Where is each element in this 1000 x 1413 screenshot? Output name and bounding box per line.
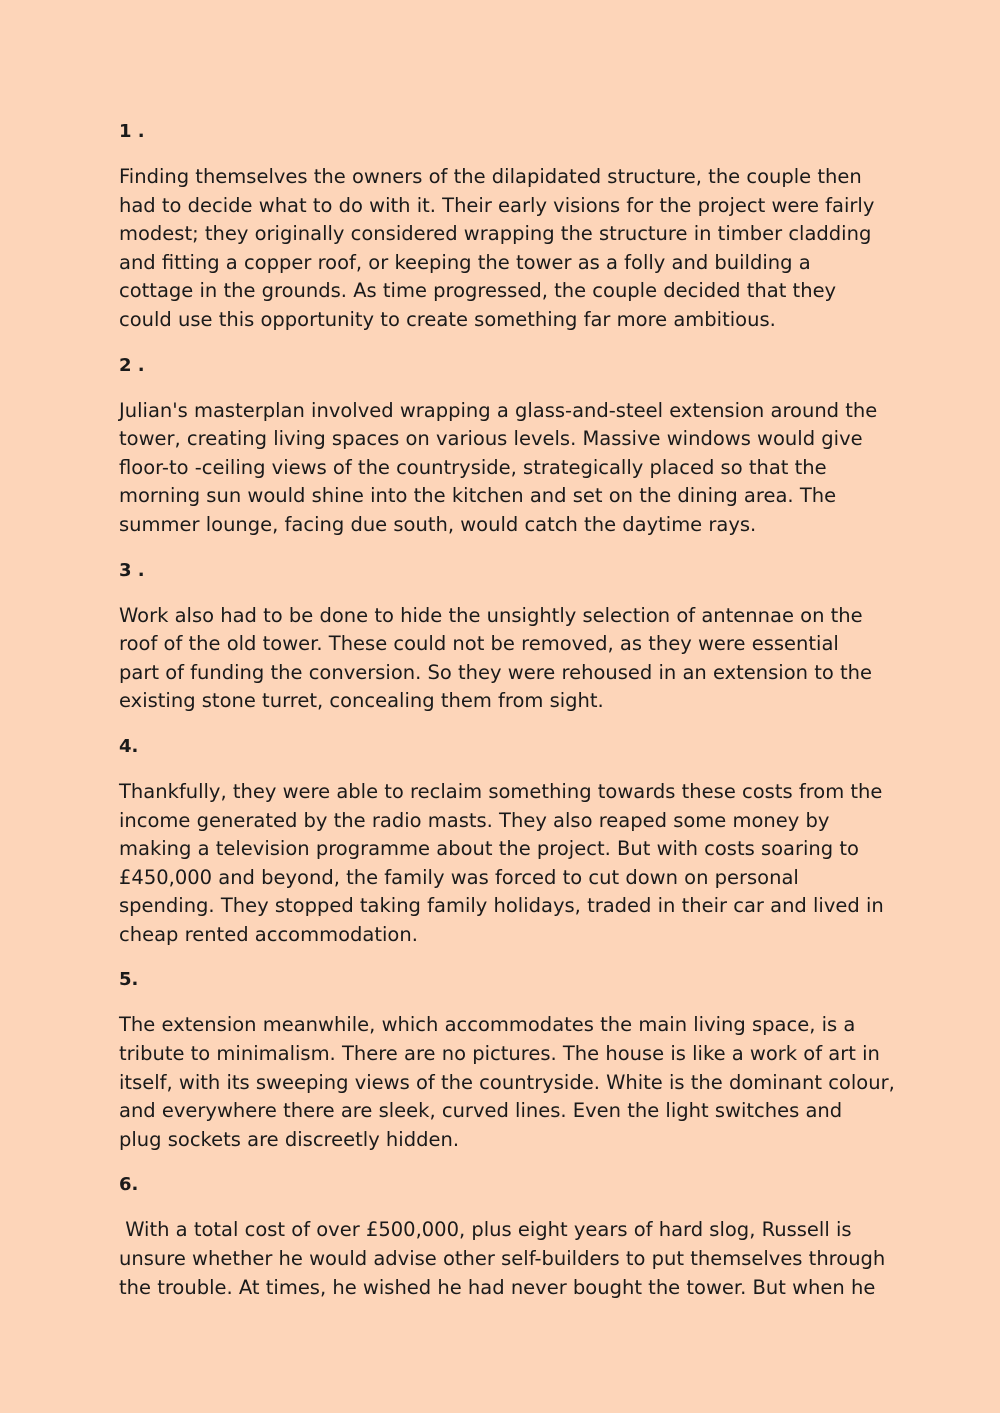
text-line: With a total cost of over £500,000, plus eight years of hard slog, Russell is (119, 1218, 852, 1242)
text-line: cottage in the grounds. As time progressed, the couple decided that they (119, 279, 837, 303)
text-line: existing stone turret, concealing them from sight. (119, 689, 604, 713)
text-line: morning sun would shine into the kitchen and set on the dining area. The (119, 484, 837, 508)
text-line: and everywhere there are sleek, curved lines. Even the light switches and (119, 1099, 843, 1123)
text-line: Finding themselves the owners of the dilapidated structure, the couple then (119, 165, 862, 188)
section-number-2: 2 . (119, 354, 145, 376)
section-paragraph-5 (119, 1011, 895, 1154)
section-number-3: 3 . (119, 559, 145, 581)
text-line: summer lounge, facing due south, would catch the daytime rays. (119, 512, 757, 536)
text-line: part of funding the conversion. So they were rehoused in an extension to the (119, 660, 872, 684)
document-body (119, 118, 895, 1319)
text-line: The extension meanwhile, which accommodates the main living space, is a (119, 1013, 856, 1037)
text-line: income generated by the radio masts. They also reaped some money by (119, 808, 830, 832)
section-number-4: 4. (119, 735, 139, 757)
section-paragraph-1 (119, 163, 879, 335)
text-line: cheap rented accommodation. (119, 922, 418, 946)
text-line: could use this opportunity to create something far more ambitious. (119, 307, 776, 331)
section-paragraph-3 (119, 602, 879, 716)
text-line: floor-to -ceiling views of the countryside, strategically placed so that the (119, 455, 827, 479)
text-line: roof of the old tower. These could not be removed, as they were essential (119, 632, 839, 656)
section-number-5: 5. (119, 969, 139, 991)
text-line: Thankfully, they were able to reclaim something towards these costs from the (119, 779, 883, 803)
section-number-6: 6. (119, 1174, 139, 1196)
text-line: making a television programme about the project. But with costs soaring to (119, 837, 859, 861)
text-line: and fitting a copper roof, or keeping the tower as a folly and building a (119, 250, 811, 274)
text-line: tribute to minimalism. There are no pictures. The house is like a work of art in (119, 1042, 880, 1066)
text-line: the trouble. At times, he wished he had never bought the tower. But when he (119, 1275, 876, 1299)
text-line: £450,000 and beyond, the family was forced to cut down on personal (119, 865, 799, 889)
text-line: had to decide what to do with it. Their early visions for the project were fairly (119, 193, 875, 217)
text-line: itself, with its sweeping views of the countryside. White is the dominant colour, (119, 1070, 895, 1094)
text-line: plug sockets are discreetly hidden. (119, 1127, 460, 1151)
section-paragraph-4 (119, 778, 884, 950)
section-paragraph-6 (119, 1216, 886, 1302)
text-line: spending. They stopped taking family holidays, traded in their car and lived in (119, 894, 884, 918)
text-line: tower, creating living spaces on various levels. Massive windows would give (119, 427, 863, 451)
section-number-1: 1 . (119, 121, 145, 142)
text-line: unsure whether he would advise other self-builders to put themselves through (119, 1247, 886, 1271)
section-paragraph-2 (119, 397, 879, 540)
text-line: Work also had to be done to hide the unsightly selection of antennae on the (119, 603, 863, 627)
text-line: Julian's masterplan involved wrapping a glass-and-steel extension around the (119, 398, 878, 422)
text-line: modest; they originally considered wrapping the structure in timber cladding (119, 222, 872, 246)
